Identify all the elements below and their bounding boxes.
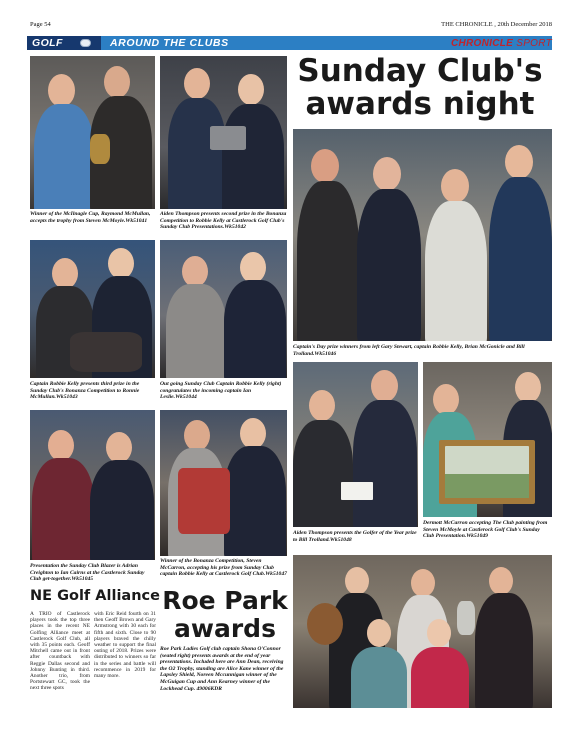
golf-ball-icon	[80, 39, 91, 47]
photo-bonanza-second	[160, 56, 287, 209]
brand-main: CHRONICLE	[450, 38, 514, 49]
section-tab-label: GOLF	[32, 37, 63, 49]
ne-alliance-col1: A TRIO of Castlerock players took the top three places in the recent NE Golfing Alliance meet at Castlerock Golf Club, all with 35 points each. Geoff Mitchell came out in front after countback with Reggie Dallas second and Johnny Bunting in third. Another trio, from Portstewart GC, took the next three spots	[30, 611, 90, 692]
ne-alliance-headline: NE Golf Alliance	[30, 588, 160, 604]
paper-date: THE CHRONICLE , 20th December 2018	[441, 21, 552, 28]
roe-park-headline-line1: Roe Park	[162, 586, 288, 615]
photo-club-painting	[423, 362, 552, 517]
photo-captains-day	[293, 129, 552, 341]
ne-alliance-col2: with Eric Reid fourth on 31 then Geoff Brown and Gary Armstrong with 30 each for fifth and sixth. Close to 90 players braved the chilly weather to support the final outing of 2018. Prizes were distributed to winners so far in the series and battle will recommence in 2019 for many more.	[94, 611, 156, 680]
photo-roe-park-ladies	[293, 555, 552, 708]
main-headline-line2: awards night	[305, 86, 535, 122]
photo-bonanza-winner	[160, 410, 287, 556]
brand-sub: SPORT	[516, 38, 552, 49]
main-headline-line1: Sunday Club's	[297, 53, 543, 89]
caption-photo3: Captain's Day prize winners from left Gary Stewart, captain Robbie Kelly, Brian McGonicle and Bill Trolland.Wk51046	[293, 344, 525, 357]
photo-blazer-presentation	[30, 410, 155, 560]
caption-photo2: Aiden Thompson presents second prize in the Bonanza Competition to Robbie Kelly at Castlerock Golf Club's Sunday Club Presentations.Wk51042	[160, 211, 287, 231]
roe-park-headline	[160, 588, 290, 641]
caption-photo7: Winner of the Bonanza Competition, Steven McCarron, accepting his prize from Sunday Club captain Robbie Kelly at Castlerock Golf Club.Wk51047	[160, 558, 287, 578]
photo-captain-handover	[160, 240, 287, 378]
caption-photo1: Winner of the McIlnagle Cup, Raymond McMullan, accepts the trophy from Steven McMoyle.Wk51041	[30, 211, 151, 224]
caption-photo6: Presentation the Sunday Club Blazer is Adrian Creighton to Ian Cairns at the Castlerock Sunday Club get-together.Wk51045	[30, 563, 145, 583]
roe-park-caption: Roe Park Ladies Golf club captain Shona O'Connor (seated right) presents awards at the end of year presentations. Included here are Ann Dean, receiving the O2 Trophy, standing are Alice Kane winner of the Lapsley Shield, Noreen Mccunnigan winner of the McGuigan Cup and Ann Kearney winner of the Lockhead Cup. 49006KDR	[160, 646, 284, 692]
photo-mcilnagle-cup	[30, 56, 155, 209]
main-headline	[288, 53, 552, 122]
caption-photo4: Captain Robbie Kelly presents third prize in the Sunday Club's Bonanza Competition to Ronnie McMullan.Wk51043	[30, 381, 140, 401]
caption-photo9: Dermott McCarron accepting The Club painting from Steven McMoyle at Castlerock Golf Club's Sunday Club Presentation.Wk51049	[423, 520, 548, 540]
photo-bonanza-third	[30, 240, 155, 378]
caption-photo5: Out going Sunday Club Captain Robbie Kelly (right) congratulates the incoming captain Ian Leslie.Wk51044	[160, 381, 282, 401]
caption-photo8: Aiden Thompson presents the Golfer of the Year prize to Bill Trolland.Wk51048	[293, 530, 417, 543]
section-title: AROUND THE CLUBS	[110, 37, 229, 49]
brand-logo	[451, 38, 552, 49]
photo-golfer-of-year	[293, 362, 418, 527]
roe-park-headline-line2: awards	[174, 614, 276, 643]
page-number: Page 54	[30, 21, 51, 28]
